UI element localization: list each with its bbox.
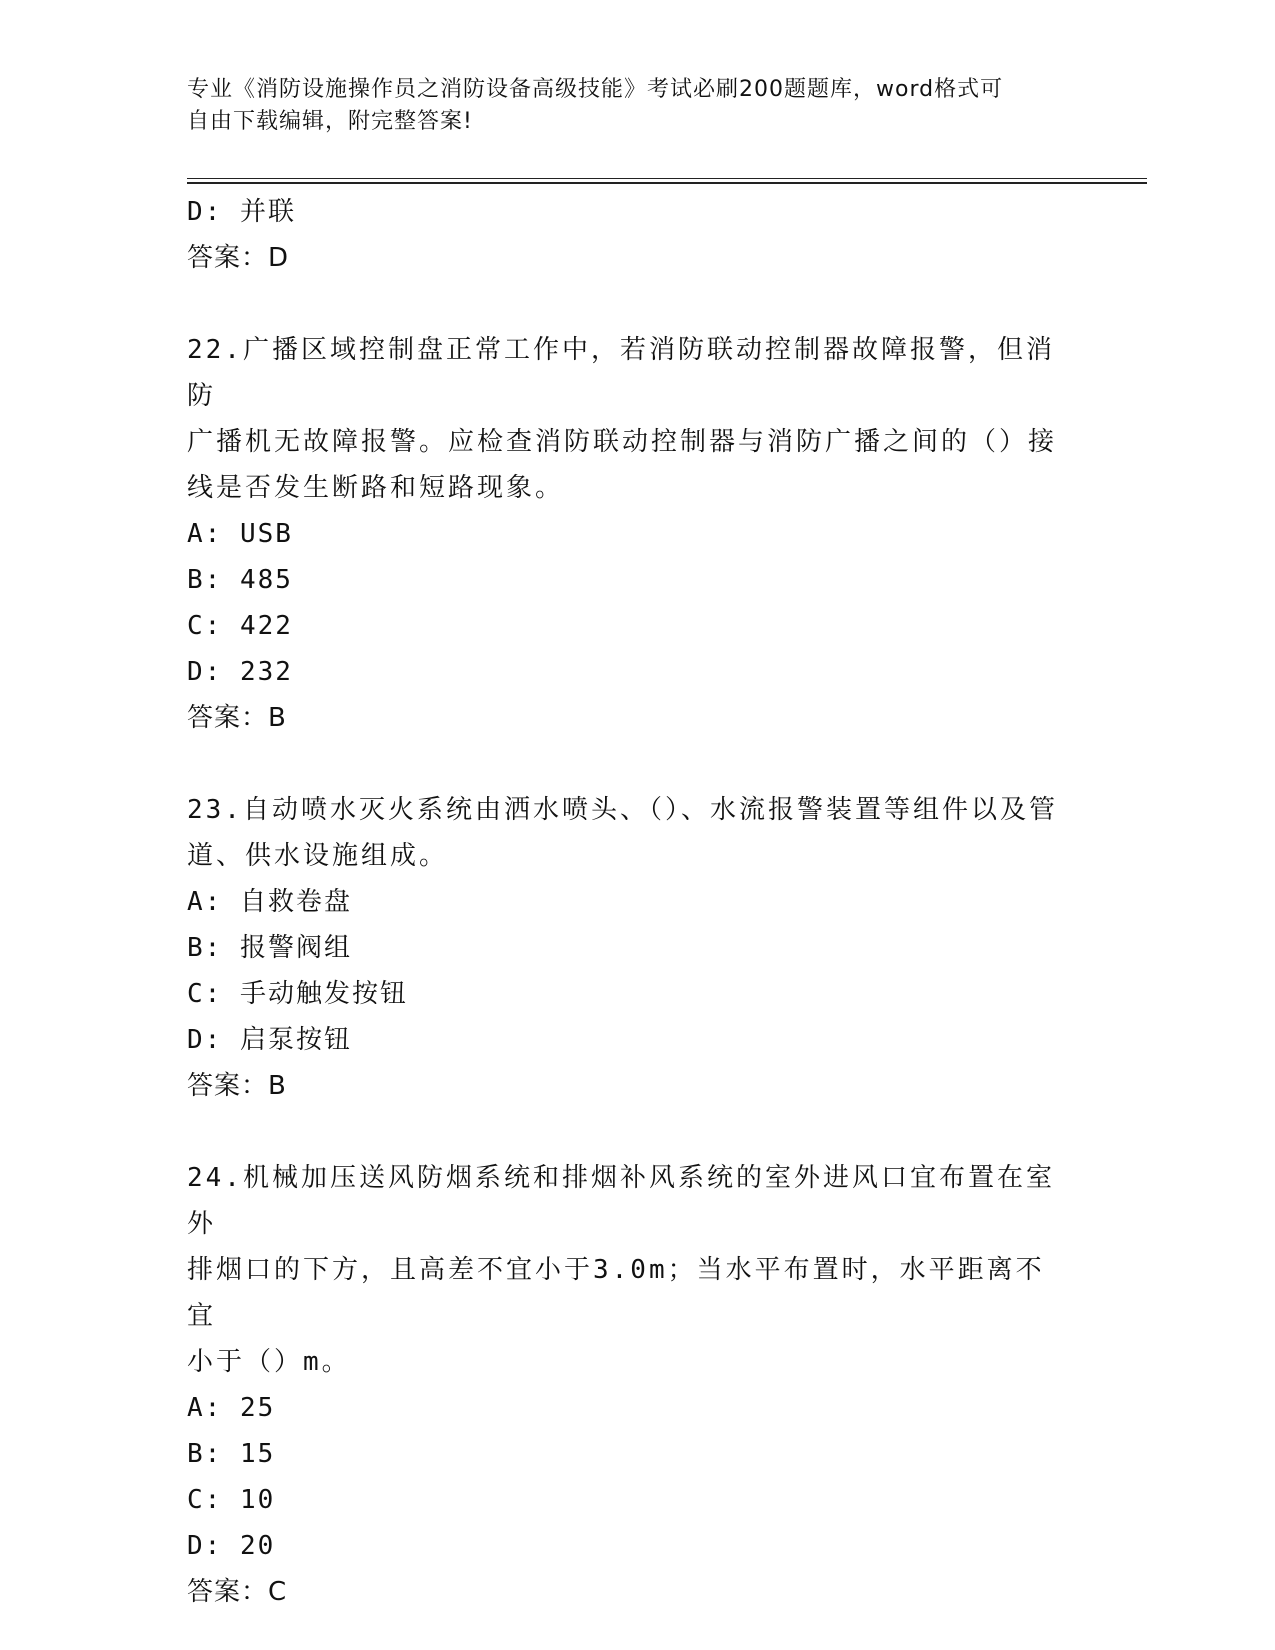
option-d: D: 启泵按钮 (187, 1025, 352, 1055)
prev-answer: 答案：D (187, 243, 290, 273)
option-c: C: 手动触发按钮 (187, 979, 408, 1009)
question-text (187, 787, 1067, 879)
option-c: C: 422 (187, 611, 293, 641)
option-d: D: 232 (187, 657, 293, 687)
prev-option-d: D: 并联 (187, 197, 296, 227)
document-header (187, 74, 1067, 138)
option-a: A: USB (187, 519, 293, 549)
question-line: 道、供水设施组成。 (187, 841, 449, 871)
question-text (187, 1155, 1067, 1385)
header-line-1: 专业《消防设施操作员之消防设备高级技能》考试必刷200题题库，word格式可 (187, 77, 1004, 102)
option-a: A: 25 (187, 1393, 276, 1423)
option-b: B: 报警阀组 (187, 933, 352, 963)
question-text (187, 327, 1067, 511)
answer: 答案：B (187, 703, 287, 733)
document-body (187, 189, 1067, 1615)
question-22 (187, 327, 1067, 741)
header-divider-thick (187, 182, 1147, 184)
option-b: B: 15 (187, 1439, 276, 1469)
question-line: 23.自动喷水灭火系统由洒水喷头、（）、水流报警装置等组件以及管 (187, 795, 1058, 825)
question-23 (187, 787, 1067, 1109)
option-d: D: 20 (187, 1531, 276, 1561)
question-line: 小于（）m。 (187, 1347, 351, 1377)
question-line: 线是否发生断路和短路现象。 (187, 473, 565, 503)
option-a: A: 自救卷盘 (187, 887, 352, 917)
header-line-2: 自由下载编辑，附完整答案! (187, 109, 473, 134)
question-line: 广播机无故障报警。应检查消防联动控制器与消防广播之间的（）接 (187, 427, 1058, 457)
header-divider-thin (187, 178, 1147, 179)
question-line: 排烟口的下方，且高差不宜小于3.0m；当水平布置时，水平距离不宜 (187, 1255, 1045, 1331)
answer: 答案：C (187, 1577, 288, 1607)
question-24 (187, 1155, 1067, 1615)
question-line: 22.广播区域控制盘正常工作中，若消防联动控制器故障报警，但消防 (187, 335, 1055, 411)
option-c: C: 10 (187, 1485, 276, 1515)
question-line: 24.机械加压送风防烟系统和排烟补风系统的室外进风口宜布置在室外 (187, 1163, 1055, 1239)
answer: 答案：B (187, 1071, 287, 1101)
option-b: B: 485 (187, 565, 293, 595)
